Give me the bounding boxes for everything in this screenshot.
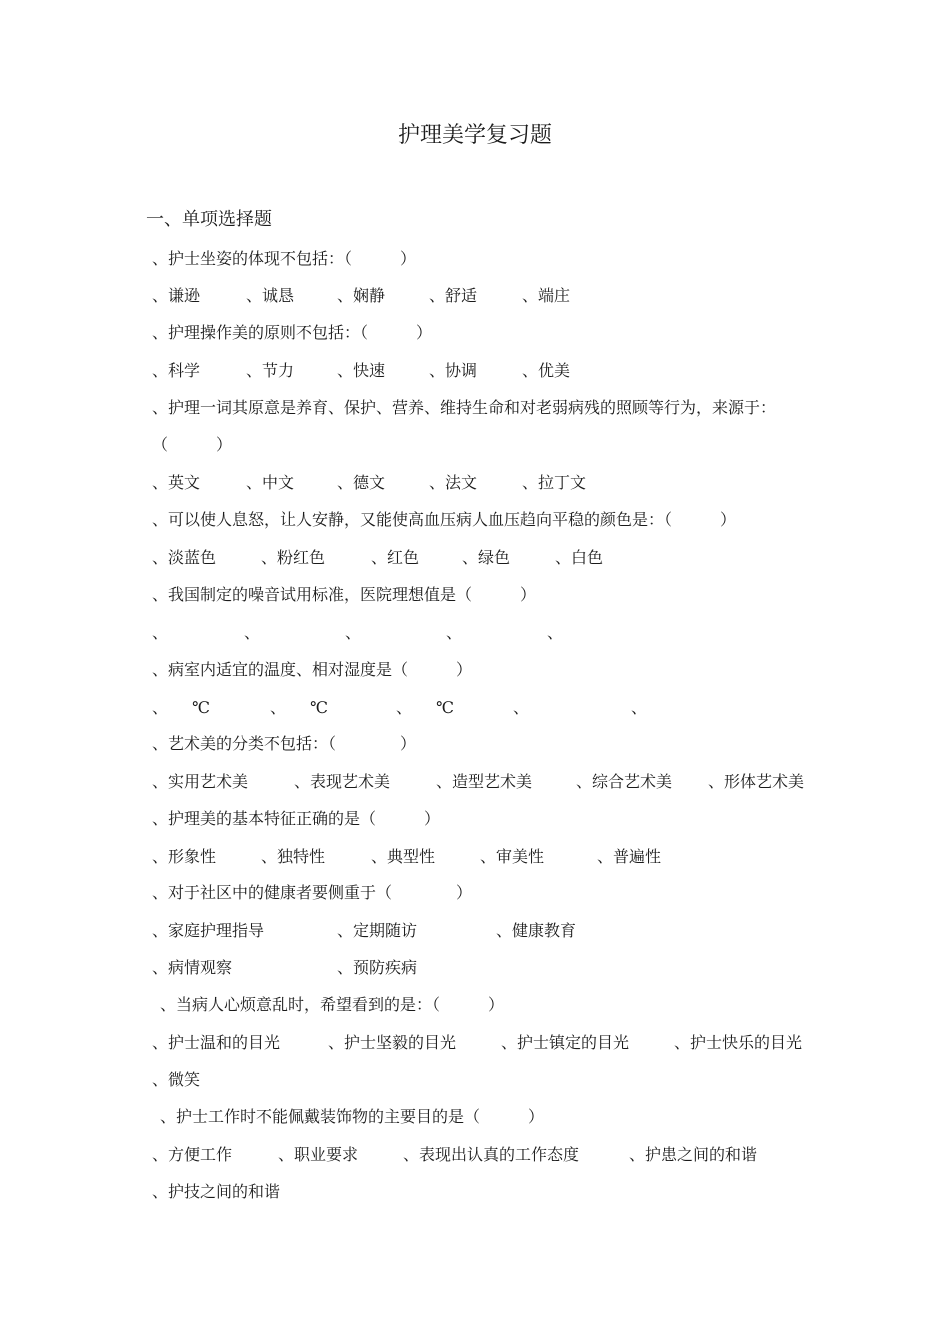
question-8-options (152, 844, 852, 870)
question-1-stem: 、护士坐姿的体现不包括：（ ） (152, 249, 417, 268)
option-b: 、节力 (246, 361, 295, 380)
option-c: 、护士镇定的目光 (501, 1033, 630, 1052)
option-d: 、 (446, 623, 463, 642)
option-d: 、法文 (429, 473, 478, 492)
option-c: 、表现出认真的工作态度 (403, 1145, 580, 1164)
question-8-stem: 、护理美的基本特征正确的是（ ） (152, 809, 441, 828)
question-4-options (152, 545, 852, 571)
option-c: 、造型艺术美 (436, 772, 533, 791)
option-b: 、粉红色 (261, 548, 326, 567)
option-b: 、定期随访 (337, 921, 418, 940)
option-e: 、预防疾病 (337, 958, 418, 977)
option-c: 、德文 (337, 473, 386, 492)
option-d: 、舒适 (429, 286, 478, 305)
option-a: 、谦逊 (152, 286, 201, 305)
option-a: 、护士温和的目光 (152, 1033, 281, 1052)
option-e: 、护技之间的和谐 (152, 1182, 281, 1201)
question-10-options-row2 (152, 1067, 852, 1093)
option-e: 、 (631, 698, 648, 717)
question-9-options-row2 (152, 955, 852, 981)
option-b: 、护士坚毅的目光 (328, 1033, 457, 1052)
question-2-options (152, 358, 852, 384)
question-7-options (152, 769, 852, 795)
option-d: 、绿色 (462, 548, 511, 567)
option-d: 、护患之间的和谐 (629, 1145, 758, 1164)
option-d: 、护士快乐的目光 (674, 1033, 803, 1052)
option-e: 、 (547, 623, 564, 642)
option-e: 、拉丁文 (522, 473, 587, 492)
question-4-stem: 、可以使人息怒，让人安静，又能使高血压病人血压趋向平稳的颜色是：（ ） (152, 510, 737, 529)
option-c: 、典型性 (371, 847, 436, 866)
question-9-options (152, 918, 852, 944)
option-c: 、 (345, 623, 362, 642)
question-10-stem: 、当病人心烦意乱时，希望看到的是：（ ） (160, 995, 505, 1014)
option-a: 、英文 (152, 473, 201, 492)
option-b: 、职业要求 (278, 1145, 359, 1164)
option-e: 、白色 (555, 548, 604, 567)
question-3-stem: 、护理一词其原意是养育、保护、营养、维持生命和对老弱病残的照顾等行为，来源于： (152, 398, 777, 417)
option-a: 、科学 (152, 361, 201, 380)
option-a: 、家庭护理指导 (152, 921, 265, 940)
option-e: 、普遍性 (597, 847, 662, 866)
question-1-options (152, 283, 852, 309)
option-e: 、端庄 (522, 286, 571, 305)
option-a: 、淡蓝色 (152, 548, 217, 567)
option-a: 、实用艺术美 (152, 772, 249, 791)
question-3-stem-continued: （ ） (152, 435, 233, 454)
question-6-stem: 、病室内适宜的温度、相对湿度是（ ） (152, 660, 473, 679)
section-heading: 一、单项选择题 (146, 209, 272, 230)
option-a: 、 (152, 623, 169, 642)
option-b: 、 ℃ (270, 698, 328, 717)
question-5-stem: 、我国制定的噪音试用标准，医院理想值是（ ） (152, 585, 537, 604)
option-b: 、独特性 (261, 847, 326, 866)
option-d: 、协调 (429, 361, 478, 380)
option-d: 、 (513, 698, 530, 717)
document-title: 护理美学复习题 (397, 123, 552, 148)
option-e: 、微笑 (152, 1070, 201, 1089)
question-2-stem: 、护理操作美的原则不包括：（ ） (152, 323, 433, 342)
option-a: 、方便工作 (152, 1145, 233, 1164)
option-c: 、红色 (371, 548, 420, 567)
question-3-options (152, 470, 852, 496)
question-10-options (152, 1030, 852, 1056)
question-7-stem: 、艺术美的分类不包括：（ ） (152, 734, 417, 753)
option-c: 、健康教育 (496, 921, 577, 940)
question-11-options (152, 1142, 852, 1168)
option-d: 、综合艺术美 (576, 772, 673, 791)
option-c: 、快速 (337, 361, 386, 380)
option-b: 、中文 (246, 473, 295, 492)
option-d: 、审美性 (480, 847, 545, 866)
option-b: 、诚恳 (246, 286, 295, 305)
question-11-options-row2 (152, 1179, 852, 1205)
option-a: 、 ℃ (152, 698, 210, 717)
option-c: 、 ℃ (396, 698, 454, 717)
option-d: 、病情观察 (152, 958, 233, 977)
option-c: 、娴静 (337, 286, 386, 305)
option-b: 、表现艺术美 (294, 772, 391, 791)
option-a: 、形象性 (152, 847, 217, 866)
option-e: 、优美 (522, 361, 571, 380)
question-9-stem: 、对于社区中的健康者要侧重于（ ） (152, 883, 473, 902)
question-11-stem: 、护士工作时不能佩戴装饰物的主要目的是（ ） (160, 1107, 545, 1126)
option-b: 、 (244, 623, 261, 642)
question-6-options (152, 695, 852, 721)
option-e: 、形体艺术美 (708, 772, 805, 791)
question-5-options (152, 620, 852, 646)
